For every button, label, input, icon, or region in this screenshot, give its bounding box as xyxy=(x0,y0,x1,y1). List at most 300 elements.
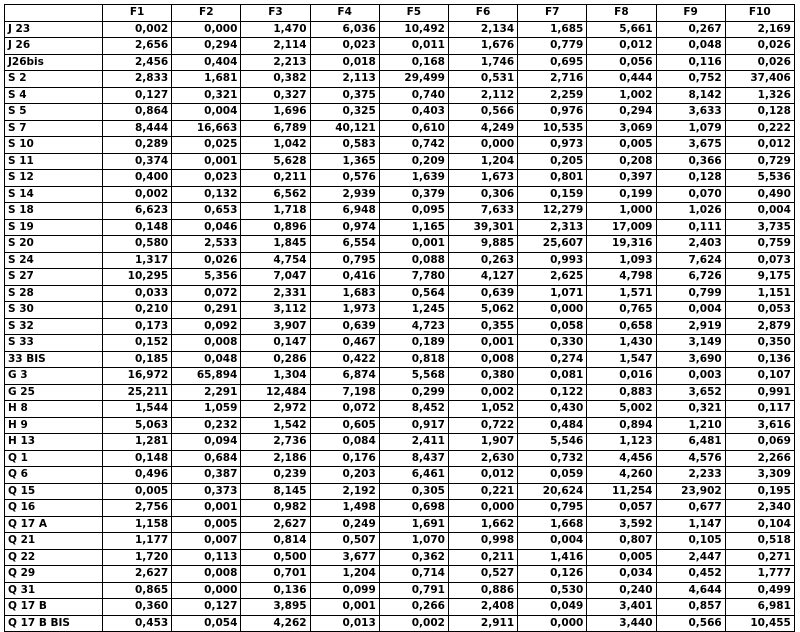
value-cell: 1,691 xyxy=(379,516,448,533)
value-cell: 0,001 xyxy=(379,236,448,253)
value-cell: 6,948 xyxy=(310,203,379,220)
value-cell: 0,105 xyxy=(656,533,725,550)
value-cell: 0,299 xyxy=(379,384,448,401)
value-cell: 0,404 xyxy=(172,54,241,71)
value-cell: 0,289 xyxy=(103,137,172,154)
row-label-cell: Q 22 xyxy=(5,549,103,566)
value-cell: 20,624 xyxy=(518,483,587,500)
row-label-cell: S 28 xyxy=(5,285,103,302)
value-cell: 0,527 xyxy=(448,566,517,583)
row-label-cell: S 12 xyxy=(5,170,103,187)
value-cell: 0,864 xyxy=(103,104,172,121)
value-cell: 1,547 xyxy=(587,351,656,368)
value-cell: 0,128 xyxy=(725,104,794,121)
value-cell: 0,742 xyxy=(379,137,448,154)
value-cell: 0,653 xyxy=(172,203,241,220)
value-cell: 1,071 xyxy=(518,285,587,302)
value-cell: 0,857 xyxy=(656,599,725,616)
value-cell: 16,663 xyxy=(172,120,241,137)
value-cell: 4,644 xyxy=(656,582,725,599)
value-cell: 1,416 xyxy=(518,549,587,566)
value-cell: 0,069 xyxy=(725,434,794,451)
value-cell: 0,221 xyxy=(448,483,517,500)
row-label-cell: S 18 xyxy=(5,203,103,220)
value-cell: 1,052 xyxy=(448,401,517,418)
value-cell: 3,895 xyxy=(241,599,310,616)
value-cell: 0,211 xyxy=(241,170,310,187)
value-cell: 0,752 xyxy=(656,71,725,88)
table-row xyxy=(5,368,795,385)
value-cell: 0,176 xyxy=(310,450,379,467)
row-label-cell: Q 6 xyxy=(5,467,103,484)
value-cell: 0,033 xyxy=(103,285,172,302)
value-cell: 0,004 xyxy=(725,203,794,220)
row-label-cell: S 19 xyxy=(5,219,103,236)
value-cell: 0,373 xyxy=(172,483,241,500)
value-cell: 1,683 xyxy=(310,285,379,302)
value-cell: 1,147 xyxy=(656,516,725,533)
value-cell: 4,260 xyxy=(587,467,656,484)
value-cell: 0,239 xyxy=(241,467,310,484)
value-cell: 3,690 xyxy=(656,351,725,368)
value-cell: 1,281 xyxy=(103,434,172,451)
value-cell: 0,982 xyxy=(241,500,310,517)
value-cell: 4,456 xyxy=(587,450,656,467)
value-cell: 0,208 xyxy=(587,153,656,170)
value-cell: 4,576 xyxy=(656,450,725,467)
value-cell: 1,326 xyxy=(725,87,794,104)
table-row xyxy=(5,599,795,616)
value-cell: 8,142 xyxy=(656,87,725,104)
value-cell: 3,677 xyxy=(310,549,379,566)
value-cell: 0,104 xyxy=(725,516,794,533)
column-header-f8: F8 xyxy=(587,5,656,22)
row-label-cell: Q 17 A xyxy=(5,516,103,533)
value-cell: 0,818 xyxy=(379,351,448,368)
value-cell: 0,209 xyxy=(379,153,448,170)
value-cell: 3,069 xyxy=(587,120,656,137)
table-row xyxy=(5,318,795,335)
value-cell: 0,094 xyxy=(172,434,241,451)
value-cell: 0,896 xyxy=(241,219,310,236)
row-label-cell: S 30 xyxy=(5,302,103,319)
value-cell: 0,008 xyxy=(172,335,241,352)
value-cell: 0,016 xyxy=(587,368,656,385)
value-cell: 25,211 xyxy=(103,384,172,401)
value-cell: 0,291 xyxy=(172,302,241,319)
table-row xyxy=(5,252,795,269)
value-cell: 1,498 xyxy=(310,500,379,517)
value-cell: 0,000 xyxy=(518,615,587,632)
value-cell: 0,499 xyxy=(725,582,794,599)
value-cell: 2,972 xyxy=(241,401,310,418)
value-cell: 4,127 xyxy=(448,269,517,286)
value-cell: 1,662 xyxy=(448,516,517,533)
value-cell: 1,470 xyxy=(241,21,310,38)
value-cell: 2,192 xyxy=(310,483,379,500)
value-cell: 0,375 xyxy=(310,87,379,104)
value-cell: 7,624 xyxy=(656,252,725,269)
value-cell: 2,627 xyxy=(103,566,172,583)
value-cell: 2,331 xyxy=(241,285,310,302)
value-cell: 0,531 xyxy=(448,71,517,88)
row-label-cell: J26bis xyxy=(5,54,103,71)
table-row xyxy=(5,335,795,352)
row-label-cell: S 5 xyxy=(5,104,103,121)
value-cell: 0,684 xyxy=(172,450,241,467)
value-cell: 0,011 xyxy=(379,38,448,55)
value-cell: 2,736 xyxy=(241,434,310,451)
value-cell: 0,210 xyxy=(103,302,172,319)
value-cell: 3,633 xyxy=(656,104,725,121)
value-cell: 0,467 xyxy=(310,335,379,352)
value-cell: 0,894 xyxy=(587,417,656,434)
value-cell: 0,048 xyxy=(656,38,725,55)
row-label-cell: H 8 xyxy=(5,401,103,418)
value-cell: 0,263 xyxy=(448,252,517,269)
value-cell: 0,294 xyxy=(587,104,656,121)
value-cell: 0,791 xyxy=(379,582,448,599)
value-cell: 0,002 xyxy=(103,21,172,38)
value-cell: 8,444 xyxy=(103,120,172,137)
row-label-cell: Q 17 B xyxy=(5,599,103,616)
value-cell: 0,698 xyxy=(379,500,448,517)
table-row xyxy=(5,483,795,500)
value-cell: 0,865 xyxy=(103,582,172,599)
value-cell: 10,535 xyxy=(518,120,587,137)
value-cell: 0,127 xyxy=(103,87,172,104)
value-cell: 0,430 xyxy=(518,401,587,418)
row-label-cell: S 24 xyxy=(5,252,103,269)
value-cell: 0,695 xyxy=(518,54,587,71)
value-cell: 5,546 xyxy=(518,434,587,451)
value-cell: 0,059 xyxy=(518,467,587,484)
value-cell: 1,210 xyxy=(656,417,725,434)
value-cell: 1,093 xyxy=(587,252,656,269)
value-cell: 0,159 xyxy=(518,186,587,203)
value-cell: 2,533 xyxy=(172,236,241,253)
value-cell: 2,291 xyxy=(172,384,241,401)
value-cell: 1,204 xyxy=(310,566,379,583)
value-cell: 0,382 xyxy=(241,71,310,88)
value-cell: 0,122 xyxy=(518,384,587,401)
value-cell: 6,554 xyxy=(310,236,379,253)
value-cell: 0,004 xyxy=(172,104,241,121)
value-cell: 0,416 xyxy=(310,269,379,286)
value-cell: 0,058 xyxy=(518,318,587,335)
value-cell: 3,592 xyxy=(587,516,656,533)
value-cell: 1,639 xyxy=(379,170,448,187)
table-row xyxy=(5,104,795,121)
value-cell: 0,306 xyxy=(448,186,517,203)
value-cell: 0,222 xyxy=(725,120,794,137)
value-cell: 6,036 xyxy=(310,21,379,38)
row-label-cell: S 4 xyxy=(5,87,103,104)
table-row xyxy=(5,203,795,220)
value-cell: 2,112 xyxy=(448,87,517,104)
value-cell: 0,152 xyxy=(103,335,172,352)
value-cell: 8,452 xyxy=(379,401,448,418)
value-cell: 0,360 xyxy=(103,599,172,616)
column-header-f4: F4 xyxy=(310,5,379,22)
table-row xyxy=(5,269,795,286)
value-cell: 2,625 xyxy=(518,269,587,286)
value-cell: 6,562 xyxy=(241,186,310,203)
value-cell: 0,084 xyxy=(310,434,379,451)
value-cell: 0,000 xyxy=(448,137,517,154)
value-cell: 0,366 xyxy=(656,153,725,170)
table-row xyxy=(5,236,795,253)
value-cell: 0,203 xyxy=(310,467,379,484)
value-cell: 0,380 xyxy=(448,368,517,385)
row-label-cell: S 20 xyxy=(5,236,103,253)
value-cell: 5,062 xyxy=(448,302,517,319)
column-header-f10: F10 xyxy=(725,5,794,22)
value-cell: 0,147 xyxy=(241,335,310,352)
column-header-f2: F2 xyxy=(172,5,241,22)
value-cell: 0,128 xyxy=(656,170,725,187)
value-cell: 1,026 xyxy=(656,203,725,220)
value-cell: 1,907 xyxy=(448,434,517,451)
table-row xyxy=(5,500,795,517)
table-row xyxy=(5,170,795,187)
value-cell: 0,500 xyxy=(241,549,310,566)
value-cell: 7,780 xyxy=(379,269,448,286)
table-row xyxy=(5,450,795,467)
value-cell: 0,136 xyxy=(241,582,310,599)
value-cell: 19,316 xyxy=(587,236,656,253)
table-body xyxy=(5,21,795,632)
value-cell: 2,456 xyxy=(103,54,172,71)
value-cell: 0,973 xyxy=(518,137,587,154)
value-cell: 5,002 xyxy=(587,401,656,418)
value-cell: 0,807 xyxy=(587,533,656,550)
value-cell: 0,490 xyxy=(725,186,794,203)
value-cell: 0,397 xyxy=(587,170,656,187)
table-row xyxy=(5,582,795,599)
value-cell: 2,630 xyxy=(448,450,517,467)
value-cell: 3,735 xyxy=(725,219,794,236)
value-cell: 0,883 xyxy=(587,384,656,401)
value-cell: 0,400 xyxy=(103,170,172,187)
value-cell: 2,939 xyxy=(310,186,379,203)
value-cell: 0,330 xyxy=(518,335,587,352)
row-label-cell: Q 15 xyxy=(5,483,103,500)
value-cell: 2,447 xyxy=(656,549,725,566)
value-cell: 0,000 xyxy=(172,582,241,599)
value-cell: 0,974 xyxy=(310,219,379,236)
value-cell: 1,845 xyxy=(241,236,310,253)
value-cell: 0,795 xyxy=(518,500,587,517)
value-cell: 65,894 xyxy=(172,368,241,385)
value-cell: 1,245 xyxy=(379,302,448,319)
value-cell: 5,063 xyxy=(103,417,172,434)
value-cell: 0,026 xyxy=(172,252,241,269)
value-cell: 0,976 xyxy=(518,104,587,121)
table-row xyxy=(5,401,795,418)
row-label-cell: 33 BIS xyxy=(5,351,103,368)
value-cell: 0,610 xyxy=(379,120,448,137)
value-cell: 0,088 xyxy=(379,252,448,269)
value-cell: 0,566 xyxy=(656,615,725,632)
value-cell: 0,305 xyxy=(379,483,448,500)
value-cell: 1,365 xyxy=(310,153,379,170)
table-row xyxy=(5,120,795,137)
value-cell: 1,718 xyxy=(241,203,310,220)
value-cell: 2,833 xyxy=(103,71,172,88)
value-cell: 25,607 xyxy=(518,236,587,253)
value-cell: 8,145 xyxy=(241,483,310,500)
value-cell: 2,656 xyxy=(103,38,172,55)
value-cell: 2,266 xyxy=(725,450,794,467)
value-cell: 0,677 xyxy=(656,500,725,517)
value-cell: 6,623 xyxy=(103,203,172,220)
value-cell: 1,002 xyxy=(587,87,656,104)
value-cell: 1,668 xyxy=(518,516,587,533)
value-cell: 2,313 xyxy=(518,219,587,236)
value-cell: 0,046 xyxy=(172,219,241,236)
value-cell: 6,461 xyxy=(379,467,448,484)
value-cell: 5,661 xyxy=(587,21,656,38)
value-cell: 0,991 xyxy=(725,384,794,401)
value-cell: 1,123 xyxy=(587,434,656,451)
value-cell: 0,732 xyxy=(518,450,587,467)
value-cell: 0,053 xyxy=(725,302,794,319)
row-label-cell: S 33 xyxy=(5,335,103,352)
table-row xyxy=(5,351,795,368)
value-cell: 0,327 xyxy=(241,87,310,104)
value-cell: 2,134 xyxy=(448,21,517,38)
value-cell: 0,403 xyxy=(379,104,448,121)
value-cell: 1,165 xyxy=(379,219,448,236)
value-cell: 0,023 xyxy=(310,38,379,55)
value-cell: 1,158 xyxy=(103,516,172,533)
value-cell: 0,005 xyxy=(587,137,656,154)
table-row xyxy=(5,615,795,632)
value-cell: 6,726 xyxy=(656,269,725,286)
value-cell: 39,301 xyxy=(448,219,517,236)
value-cell: 0,374 xyxy=(103,153,172,170)
value-cell: 0,321 xyxy=(172,87,241,104)
value-cell: 0,116 xyxy=(656,54,725,71)
value-cell: 0,564 xyxy=(379,285,448,302)
value-cell: 0,012 xyxy=(448,467,517,484)
value-cell: 0,267 xyxy=(656,21,725,38)
value-cell: 0,002 xyxy=(103,186,172,203)
value-cell: 0,814 xyxy=(241,533,310,550)
value-cell: 0,023 xyxy=(172,170,241,187)
value-cell: 0,729 xyxy=(725,153,794,170)
value-cell: 2,408 xyxy=(448,599,517,616)
value-cell: 4,262 xyxy=(241,615,310,632)
value-cell: 0,012 xyxy=(587,38,656,55)
value-cell: 0,127 xyxy=(172,599,241,616)
table-row xyxy=(5,384,795,401)
factor-table xyxy=(4,4,795,632)
value-cell: 3,401 xyxy=(587,599,656,616)
value-cell: 0,004 xyxy=(518,533,587,550)
value-cell: 29,499 xyxy=(379,71,448,88)
value-cell: 12,279 xyxy=(518,203,587,220)
value-cell: 0,211 xyxy=(448,549,517,566)
value-cell: 17,009 xyxy=(587,219,656,236)
value-cell: 0,117 xyxy=(725,401,794,418)
value-cell: 2,213 xyxy=(241,54,310,71)
value-cell: 0,240 xyxy=(587,582,656,599)
value-cell: 1,777 xyxy=(725,566,794,583)
value-cell: 0,530 xyxy=(518,582,587,599)
value-cell: 1,685 xyxy=(518,21,587,38)
value-cell: 5,568 xyxy=(379,368,448,385)
row-label-cell: S 27 xyxy=(5,269,103,286)
value-cell: 1,042 xyxy=(241,137,310,154)
row-label-cell: H 9 xyxy=(5,417,103,434)
table-row xyxy=(5,186,795,203)
value-cell: 10,295 xyxy=(103,269,172,286)
value-cell: 9,175 xyxy=(725,269,794,286)
row-label-cell: S 32 xyxy=(5,318,103,335)
value-cell: 0,005 xyxy=(172,516,241,533)
value-cell: 4,798 xyxy=(587,269,656,286)
value-cell: 5,356 xyxy=(172,269,241,286)
value-cell: 0,148 xyxy=(103,450,172,467)
value-cell: 1,673 xyxy=(448,170,517,187)
value-cell: 0,003 xyxy=(656,368,725,385)
value-cell: 0,232 xyxy=(172,417,241,434)
value-cell: 3,149 xyxy=(656,335,725,352)
value-cell: 0,205 xyxy=(518,153,587,170)
value-cell: 3,616 xyxy=(725,417,794,434)
value-cell: 6,874 xyxy=(310,368,379,385)
value-cell: 1,676 xyxy=(448,38,517,55)
value-cell: 0,000 xyxy=(518,302,587,319)
column-header-label xyxy=(5,5,103,22)
value-cell: 0,056 xyxy=(587,54,656,71)
value-cell: 0,387 xyxy=(172,467,241,484)
value-cell: 16,972 xyxy=(103,368,172,385)
table-row xyxy=(5,54,795,71)
table-row xyxy=(5,71,795,88)
value-cell: 0,271 xyxy=(725,549,794,566)
value-cell: 0,025 xyxy=(172,137,241,154)
value-cell: 0,018 xyxy=(310,54,379,71)
value-cell: 0,639 xyxy=(448,285,517,302)
value-cell: 2,756 xyxy=(103,500,172,517)
value-cell: 2,259 xyxy=(518,87,587,104)
value-cell: 0,518 xyxy=(725,533,794,550)
value-cell: 1,151 xyxy=(725,285,794,302)
value-cell: 0,072 xyxy=(172,285,241,302)
value-cell: 0,001 xyxy=(172,153,241,170)
value-cell: 0,795 xyxy=(310,252,379,269)
value-cell: 11,254 xyxy=(587,483,656,500)
value-cell: 0,001 xyxy=(448,335,517,352)
value-cell: 2,186 xyxy=(241,450,310,467)
value-cell: 0,886 xyxy=(448,582,517,599)
value-cell: 0,658 xyxy=(587,318,656,335)
value-cell: 0,057 xyxy=(587,500,656,517)
value-cell: 0,759 xyxy=(725,236,794,253)
table-row xyxy=(5,21,795,38)
value-cell: 1,681 xyxy=(172,71,241,88)
column-header-f6: F6 xyxy=(448,5,517,22)
value-cell: 2,233 xyxy=(656,467,725,484)
table-row xyxy=(5,434,795,451)
value-cell: 2,919 xyxy=(656,318,725,335)
value-cell: 0,008 xyxy=(448,351,517,368)
value-cell: 4,754 xyxy=(241,252,310,269)
value-cell: 0,444 xyxy=(587,71,656,88)
